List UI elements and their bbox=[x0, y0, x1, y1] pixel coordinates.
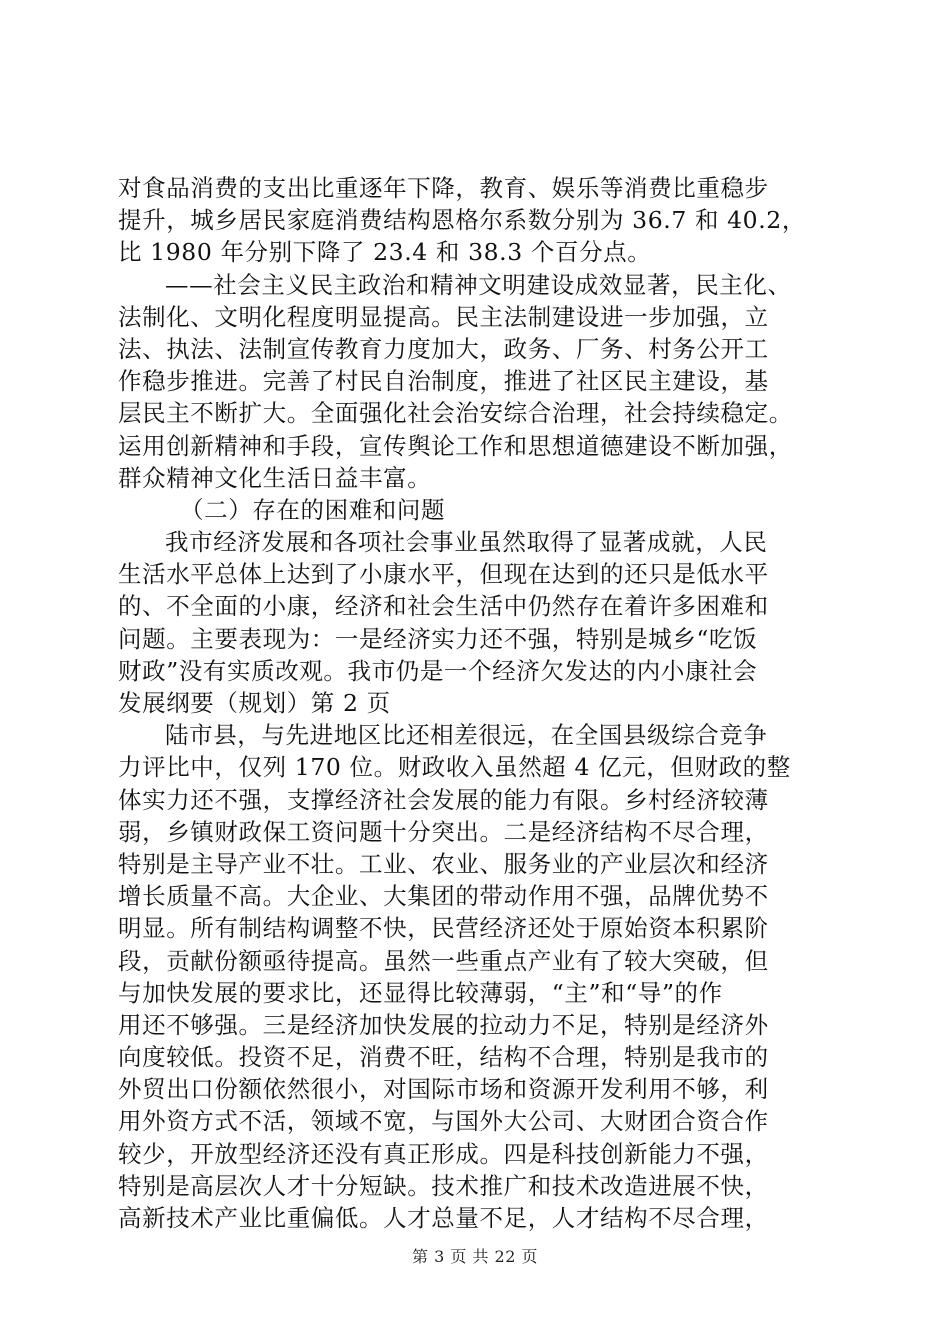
section-heading: （二）存在的困难和问题 bbox=[180, 495, 446, 524]
text-line: 向度较低。投资不足，消费不旺，结构不合理，特别是我市的 bbox=[118, 1043, 769, 1072]
text-line: 弱，乡镇财政保工资问题十分突出。二是经济结构不尽合理， bbox=[118, 817, 769, 846]
text-line: 高新技术产业比重偏低。人才总量不足，人才结构不尽合理， bbox=[118, 1204, 769, 1232]
page-footer bbox=[0, 1244, 950, 1267]
text-line: 法制化、文明化程度明显提高。民主法制建设进一步加强，立 bbox=[118, 302, 769, 331]
text-line: 特别是高层次人才十分短缺。技术推广和技术改造进展不快， bbox=[118, 1171, 769, 1200]
text-line: 提升，城乡居民家庭消费结构恩格尔系数分别为 36.7 和 40.2， bbox=[118, 206, 806, 235]
text-line: 较少，开放型经济还没有真正形成。四是科技创新能力不强， bbox=[118, 1139, 769, 1168]
text-line: 对食品消费的支出比重逐年下降，教育、娱乐等消费比重稳步 bbox=[118, 174, 769, 202]
text-line: 明显。所有制结构调整不快，民营经济还处于原始资本积累阶 bbox=[118, 914, 769, 943]
text-line: 体实力还不强，支撑经济社会发展的能力有限。乡村经济较薄 bbox=[118, 785, 769, 814]
text-line: 层民主不断扩大。全面强化社会治安综合治理，社会持续稳定。 bbox=[118, 399, 793, 428]
text-line: 的、不全面的小康，经济和社会生活中仍然存在着许多困难和 bbox=[118, 592, 769, 621]
text-line: 段，贡献份额亟待提高。虽然一些重点产业有了较大突破，但 bbox=[118, 946, 769, 975]
text-line: 发展纲要（规划）第 2 页 bbox=[118, 689, 391, 717]
text-line: 特别是主导产业不壮。工业、农业、服务业的产业层次和经济 bbox=[118, 849, 769, 878]
text-line: 法、执法、法制宣传教育力度加大，政务、厂务、村务公开工 bbox=[118, 334, 769, 363]
text-line: 生活水平总体上达到了小康水平，但现在达到的还只是低水平 bbox=[118, 560, 769, 589]
text-line: 作稳步推进。完善了村民自治制度，推进了社区民主建设，基 bbox=[118, 367, 769, 396]
paragraph-start-line: ——社会主义民主政治和精神文明建设成效显著，民主化、 bbox=[165, 270, 792, 299]
text-line: 比 1980 年分别下降了 23.4 和 38.3 个百分点。 bbox=[118, 238, 652, 267]
text-line: 群众精神文化生活日益丰富。 bbox=[118, 463, 432, 492]
text-line: 外贸出口份额依然很小，对国际市场和资源开发利用不够，利 bbox=[118, 1075, 769, 1104]
document-body bbox=[118, 172, 838, 1234]
page-number-label: 第 3 页 共 22 页 bbox=[412, 1247, 538, 1266]
text-line: 力评比中，仅列 170 位。财政收入虽然超 4 亿元，但财政的整 bbox=[118, 753, 791, 782]
text-line: 用还不够强。三是经济加快发展的拉动力不足，特别是经济外 bbox=[118, 1010, 769, 1039]
text-line: 与加快发展的要求比，还显得比较薄弱，“主”和“导”的作 bbox=[118, 978, 723, 1007]
text-line: 增长质量不高。大企业、大集团的带动作用不强，品牌优势不 bbox=[118, 882, 769, 911]
paragraph-start-line: 我市经济发展和各项社会事业虽然取得了显著成就，人民 bbox=[165, 528, 768, 557]
text-line: 用外资方式不活，领域不宽，与国外大公司、大财团合资合作 bbox=[118, 1107, 769, 1136]
paragraph-start-line: 陆市县，与先进地区比还相差很远，在全国县级综合竞争 bbox=[165, 721, 768, 750]
text-line: 运用创新精神和手段，宣传舆论工作和思想道德建设不断加强， bbox=[118, 431, 793, 460]
text-line: 财政”没有实质改观。我市仍是一个经济欠发达的内小康社会 bbox=[118, 656, 758, 685]
text-line: 问题。主要表现为：一是经济实力还不强，特别是城乡“吃饭 bbox=[118, 624, 758, 653]
